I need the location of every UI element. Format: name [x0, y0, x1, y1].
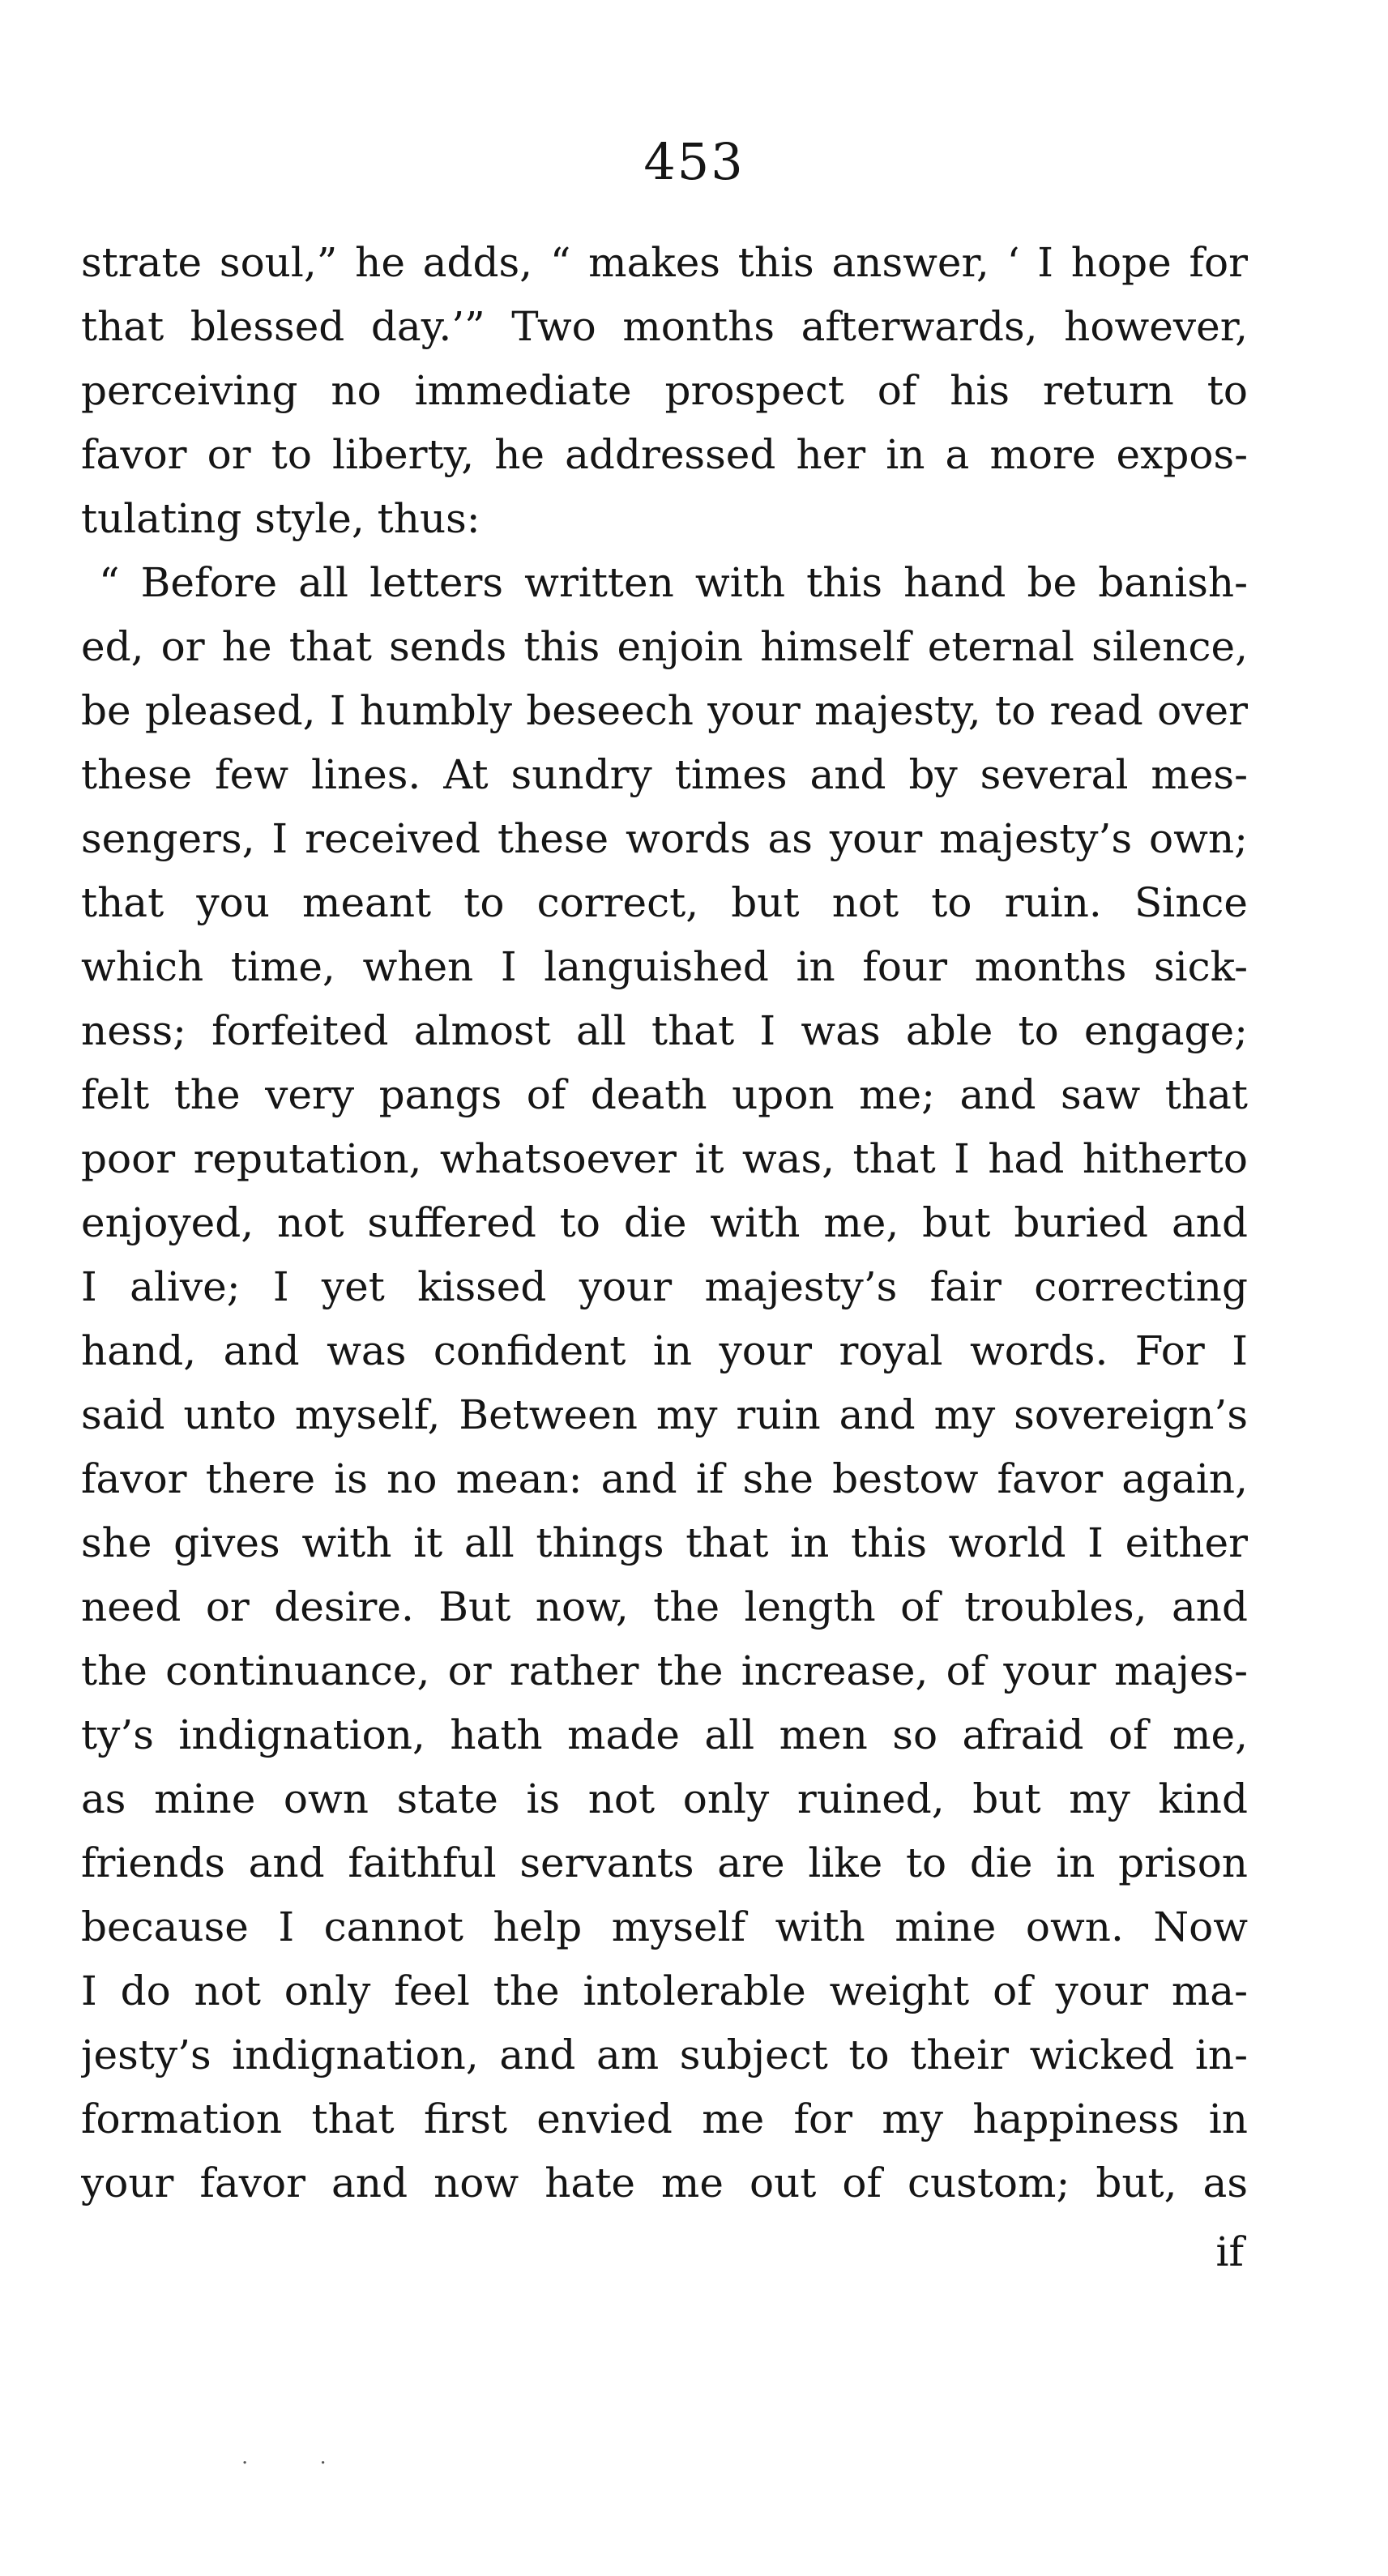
text-line: formation that first envied me for my happiness in [81, 2095, 1248, 2142]
text-line: ness; forfeited almost all that I was able to engage; [81, 1007, 1248, 1054]
text-line: which time, when I languished in four months sick- [81, 943, 1248, 990]
text-line: I do not only feel the intolerable weight of your ma- [81, 1967, 1248, 2014]
text-line: that you meant to correct, but not to ruin. Since [81, 879, 1248, 926]
text-line: need or desire. But now, the length of troubles, and [81, 1583, 1248, 1630]
text-line: I alive; I yet kissed your majesty’s fair correcting [81, 1263, 1248, 1310]
text-line: sengers, I received these words as your majesty’s own; [81, 815, 1248, 862]
text-line: favor there is no mean: and if she bestow favor again, [81, 1455, 1248, 1502]
text-line: friends and faithful servants are like to die in prison [81, 1839, 1248, 1886]
text-line: perceiving no immediate prospect of his return to [81, 367, 1248, 414]
text-line: ty’s indignation, hath made all men so afraid of me, [81, 1711, 1248, 1758]
text-line: ed, or he that sends this enjoin himself eternal silence, [81, 623, 1248, 670]
text-line: favor or to liberty, he addressed her in a more expos- [81, 431, 1248, 478]
text-line: felt the very pangs of death upon me; and saw that [81, 1071, 1248, 1118]
body-text [81, 231, 1248, 2215]
text-line: “ Before all letters written with this hand be banish- [99, 559, 1248, 606]
text-line: poor reputation, whatsoever it was, that I had hitherto [81, 1135, 1248, 1182]
text-line: tulating style, thus: [81, 495, 480, 542]
text-line: hand, and was confident in your royal words. For I [81, 1327, 1248, 1374]
text-line: that blessed day.’” Two months afterwards, however, [81, 303, 1248, 350]
text-line: she gives with it all things that in this world I either [81, 1519, 1248, 1566]
text-line: these few lines. At sundry times and by several mes- [81, 751, 1248, 798]
text-line: as mine own state is not only ruined, but my kind [81, 1775, 1248, 1822]
text-line: because I cannot help myself with mine own. Now [81, 1903, 1248, 1950]
text-line: enjoyed, not suffered to die with me, but buried and [81, 1199, 1248, 1246]
text-line: strate soul,” he adds, “ makes this answer, ‘ I hope for [81, 239, 1248, 286]
text-line: your favor and now hate me out of custom; but, as [81, 2159, 1248, 2206]
text-line: jesty’s indignation, and am subject to their wicked in- [81, 2031, 1248, 2078]
text-line: said unto myself, Between my ruin and my sovereign’s [81, 1391, 1248, 1438]
catchword: if [1215, 2228, 1244, 2275]
text-line: be pleased, I humbly beseech your majesty, to read over [81, 687, 1248, 734]
page-number: 453 [643, 132, 745, 191]
text-line: the continuance, or rather the increase, of your majes- [81, 1647, 1248, 1694]
print-specks: · · [241, 2451, 359, 2476]
